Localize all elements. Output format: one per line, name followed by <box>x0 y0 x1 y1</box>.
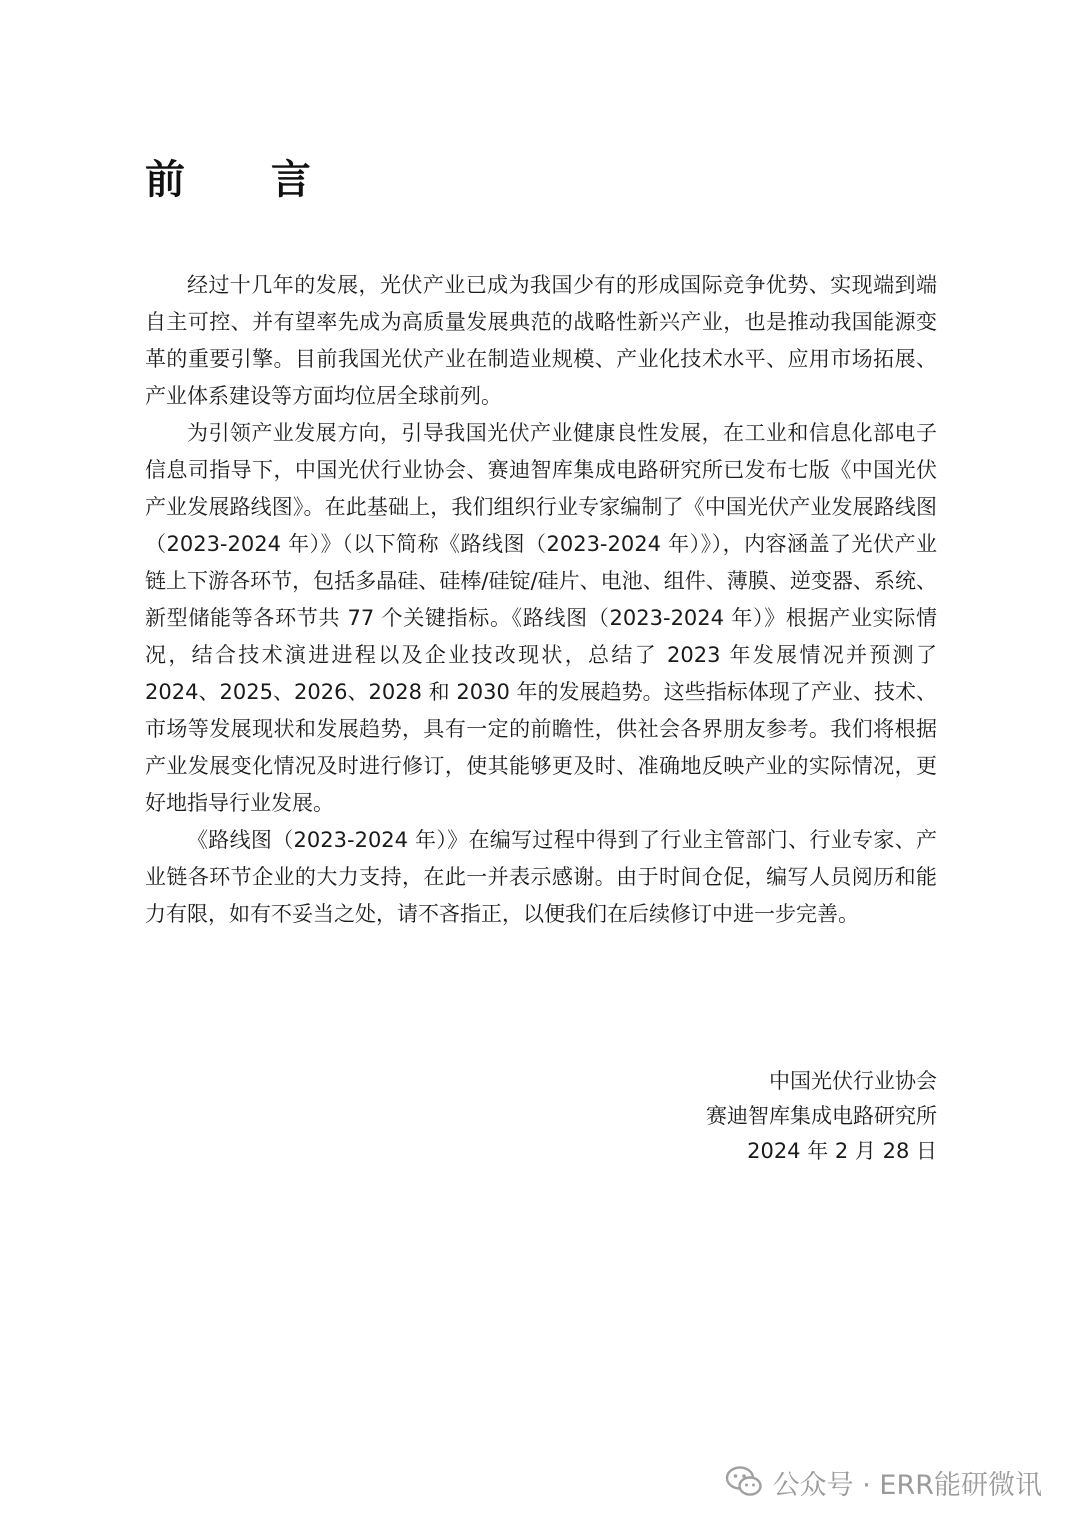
signature-org-1: 中国光伏行业协会 <box>769 1069 937 1093</box>
signature-block <box>706 1064 937 1169</box>
paragraph: 经过十几年的发展，光伏产业已成为我国少有的形成国际竞争优势、实现端到端自主可控、并有望率先成为高质量发展典范的战略性新兴产业，也是推动我国能源变革的重要引擎。目前我国光伏产业在制造业规模、产业化技术水平、应用市场拓展、产业体系建设等方面均位居全球前列。 <box>145 273 937 408</box>
paragraph: 为引领产业发展方向，引导我国光伏产业健康良性发展，在工业和信息化部电子信息司指导下，中国光伏行业协会、赛迪智库集成电路研究所已发布七版《中国光伏产业发展路线图》。在此基础上，我们组织行业专家编制了《中国光伏产业发展路线图（2023-2024 年）》（以下简称《路线图（2023-2024 年）》），内容涵盖了光伏产业链上下游各环节，包括多晶硅、硅棒/硅锭/硅片、电池、组件、薄膜、逆变器、系统、新型储能等各环节共 77 个关键指标。《路线图（2023-2024 年）》根据产业实际情况，结合技术演进进程以及企业技改现状，总结了 2023 年发展情况并预测了 2024、2025、2026、2028 和 2030 年的发展趋势。这些指标体现了产业、技术、市场等发展现状和发展趋势，具有一定的前瞻性，供社会各界朋友参考。我们将根据产业发展变化情况及时进行修订，使其能够更及时、准确地反映产业的实际情况，更好地指导行业发展。 <box>145 421 937 815</box>
signature-date: 2024 年 2 月 28 日 <box>747 1139 937 1163</box>
watermark <box>725 1460 1042 1504</box>
wechat-icon <box>725 1465 763 1499</box>
preface-body <box>145 267 937 933</box>
page-title: 前 言 <box>145 157 347 203</box>
watermark-text: 公众号 · ERR能研微讯 <box>772 1469 1042 1501</box>
signature-org-2: 赛迪智库集成电路研究所 <box>706 1104 937 1128</box>
paragraph: 《路线图（2023-2024 年）》在编写过程中得到了行业主管部门、行业专家、产业链各环节企业的大力支持，在此一并表示感谢。由于时间仓促，编写人员阅历和能力有限，如有不妥当之处，请不吝指正，以便我们在后续修订中进一步完善。 <box>145 828 937 926</box>
